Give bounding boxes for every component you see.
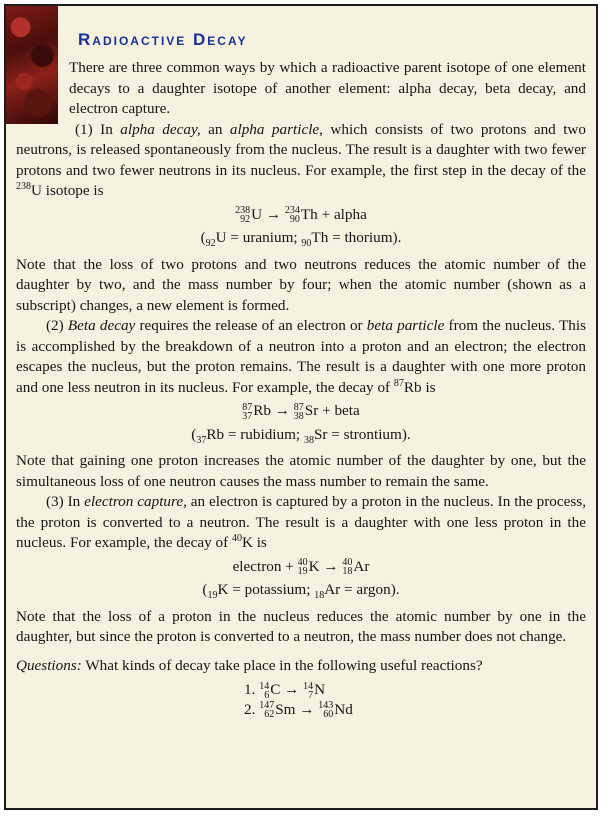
question-item: 1. 14 6 C → 14 7 N	[244, 680, 326, 701]
beta-legend: ($_{37}Rb$ = rubidium; $_{38}$Sr = strontium).	[191, 425, 411, 446]
question-item: 2. 147 62 Sm → 143 60 Nd	[244, 700, 353, 721]
textbook-box	[4, 4, 598, 810]
alpha-equation: 238 92 U → 234 90 Th + alpha	[235, 205, 367, 226]
question-list	[244, 680, 586, 719]
questions-prompt: Questions: What kinds of decay take place in the following useful reactions?	[16, 656, 483, 674]
capture-note: Note that the loss of a proton in the nucleus reduces the atomic number by one in the daughter, but since the proton is converted to a neutron, the mass number does not change.	[16, 607, 586, 645]
body-text	[16, 58, 586, 719]
alpha-note: Note that the loss of two protons and two neutrons reduces the atomic number of the daughter by two, and the mass number by four; when the atomic number (shown as a subscript) changes, a new element is formed.	[16, 255, 586, 314]
beta-paragraph: (2) Beta decay requires the release of an electron or beta particle from the nucleus. This is accomplished by the breakdown of a neutron into a proton and an electron; the electron escapes the nucleus, but the proton remains. The result is a daughter with one more proton and one less neutron in its nucleus. For example, the decay of $^{87}$Rb is	[16, 317, 586, 396]
capture-paragraph: (3) In electron capture, an electron is captured by a proton in the nucleus. In the process, the proton is converted to a neutron. The result is a daughter with one less proton in the nucleus. For example, the decay of $^{40}$K is	[16, 493, 586, 551]
intro-paragraph: There are three common ways by which a radioactive parent isotope of one element decays to a daughter isotope of another element: alpha decay, beta decay, and electron capture.	[69, 59, 586, 117]
capture-legend: ($_{19}K$ = potassium; $_{18}$Ar = argon).	[202, 581, 400, 602]
capture-equation: electron + 40 19 K → 40 18 Ar	[232, 557, 370, 578]
section-title: Radioactive Decay	[78, 30, 248, 49]
beta-equation: 87 37 Rb → 87 38 Sr + beta	[242, 401, 360, 422]
beta-note: Note that gaining one proton increases the atomic number of the daughter by one, but the simultaneous loss of one neutron causes the mass number to remain the same.	[16, 452, 586, 490]
alpha-paragraph: (1) In alpha decay, an alpha particle, which consists of two protons and two neutrons, is released spontaneously from the nucleus. The result is a daughter with two fewer protons and two fewer neutrons in its nucleus. For example, the first step in the decay of the $^{238}$U isotope is	[16, 120, 586, 199]
alpha-legend: ($_{92}U$ = uranium; $_{90}$Th = thorium).	[200, 229, 402, 250]
